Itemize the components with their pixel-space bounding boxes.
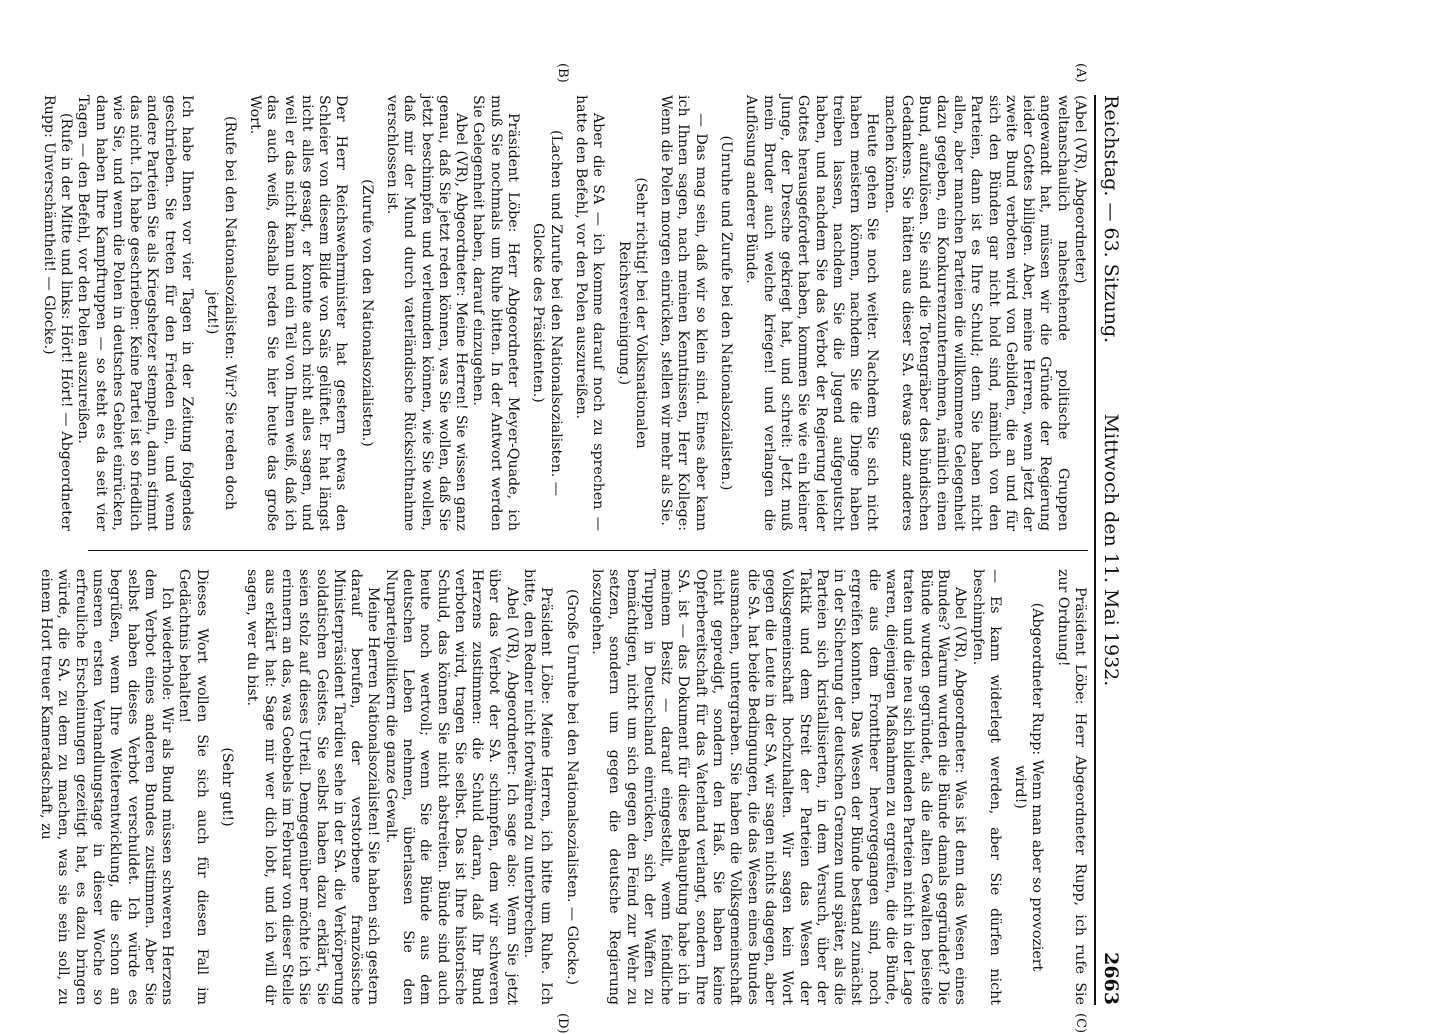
interjection: (Rufe bei den Nationalsozialisten: Wir? Sie reden doch jetzt!) <box>204 115 238 511</box>
rotated-page-content <box>38 63 1130 1034</box>
speaker-note: (Abel (VR), Abgeordneter) <box>1072 95 1088 284</box>
margin-mark-d: (D) <box>555 1013 570 1034</box>
margin-mark-b: (B) <box>555 63 570 83</box>
digitization-note <box>1416 40 1430 800</box>
margin-mark-a: (A) <box>1073 63 1088 83</box>
interjection: (Große Unruhe bei den Nationalsozialisten. — Glocke.) <box>563 588 580 986</box>
interjection: (Sehr richtig! bei der Volksnationalen Reichsvereinigung.) <box>615 177 649 449</box>
paragraph: — Es kann widerlegt werden, aber Sie dürfen nicht beschimpfen. <box>969 569 1003 1005</box>
interjection: (Zurufe von den Nationalsozialisten.) <box>358 179 375 447</box>
paragraph: Ich habe Ihnen vor vier Tagen in der Zeitung folgendes geschrieben. Sie treten für den Frieden ein, und wenn andere Parteien Sie als Kriegshetzer stempeln, dann stimmt das nicht. Ich habe geschrieben: Keine Partei ist so friedlich wie Sie, und wenn die Polen in deutsches Gebiet einrücken, dann haben Ihre Kampftruppen — so steht es da seit vier Tagen — den Befehl, vor den Polen auszureißen. <box>75 95 196 531</box>
interjection: (Unruhe und Zurufe bei den Nationalsozialisten.) <box>718 135 735 491</box>
interjection: (Abgeordneter Rupp: Wenn man aber so provoziert wird!) <box>1012 602 1046 972</box>
paragraph: Dieses Wort wollen Sie sich auch für diesen Fall im Gedächtnis behalten! <box>176 569 210 1005</box>
paragraph: Abel (VR), Abgeordneter: Meine Herren! Sie wissen ganz genau, daß Sie jetzt reden können, was Sie wollen, daß Sie jetzt beschimpfen und verleumden können, wie Sie wollen, daß mir der Mund durch vaterländische Rücksichtnahme verschlossen ist. <box>384 95 470 531</box>
page-number: 2663 <box>1100 952 1122 1005</box>
paragraph: Aber die SA — ich komme darauf noch zu sprechen — hatte den Befehl, vor den Polen auszureißen. <box>572 95 607 531</box>
interjection: (Sehr gut!) <box>219 747 236 827</box>
paragraph: — Das mag sein, daß wir so klein sind. Eines aber kann ich Ihnen sagen, nach meinen Kenntnissen, Herr Kollege: Wenn die Polen morgen einrücken, stellen wir mehr als Sie. <box>658 95 709 531</box>
paragraph: Abel (VR), Abgeordneter: Ich sage also: Wenn Sie jetzt über das Verbot der SA. schimpfen, dem wir schweren Herzens zustimmen: die Schuld daran, daß Ihr Bund verboten wird, tragen Sie selbst. Das ist Ihre historische Schuld, das können Sie nicht abstreiten. Bünde sind auch heute noch wertvoll; wenn Sie die Bünde aus dem deutschen Leben nehmen, überlassen Sie den Nurparteipolitikern die ganze Gewalt. <box>382 569 520 1005</box>
paragraph: Heute gehen Sie noch weiter. Nachdem Sie sich nicht haben meistern können, nachdem Sie die Dinge haben treiben lassen, nachdem Sie die Jugend aufgeputscht haben, und nachdem Sie das Verbot der Regierung leider Gottes herausgefordert haben, kommen Sie wie ein kleiner Junge, der Dresche gekriegt hat, und schreit: Jetzt muß mein Bruder auch welche kriegen! und verlangen die Auflösung anderer Bünde. <box>743 95 881 531</box>
paragraph: Abel (VR), Abgeordneter: Was ist denn das Wesen eines Bundes? Warum wurden die Bünde damals gegründet? Die Bünde wurden gegründet, als die alten Gewalten beiseite traten und die neu sich bildenden Parteien nicht in der Lage waren, diejenigen Maßnahmen zu ergreifen, die die Bünde, die aus dem Fronttheer hervorgegangen sind, noch ergreifen konnten. Das Wesen der Bünde bestand zunächst in der Sicherung der deutschen Grenzen und später, als die Parteien sich kristallisierten, in dem Versuch, über der Taktik und dem Streit der Parteien das Wesen der Volksgemeinschaft hochzuhalten. Wir sagen kein Wort gegen die Leute in der SA, wir sagen nichts dagegen, aber die SA. hat beide Bedingungen, die das Wesen eines Bundes ausmachen, untergraben. Sie haben die Volksgemeinschaft nicht gepredigt, sondern den Haß. Sie haben keine Opferbereitschaft für das Vaterland verlangt, sondern Ihre SA. ist — das Dokument für diese Behauptung habe ich in meinem Besitz — darauf eingestellt, wenn feindliche Truppen in Deutschland einrücken, sich der Waffen zu bemächtigen, nicht um sich gegen den Feind zur Wehr zu setzen, sondern um gegen die deutsche Regierung loszugehen. <box>588 569 969 1005</box>
interjection: (Lachen und Zurufe bei den Nationalsozialisten. — Glocke des Präsidenten.) <box>530 129 564 496</box>
paragraph: Ich wiederhole: Wir als Bund müssen schweren Herzens dem Verbot eines anderen Bundes zustimmen. Aber Sie selbst haben dieses Verbot verschuldet. Ich würde es begrüßen, wenn Ihre Weiterentwicklung, die schon an unseren ersten Verhandlungstage in dieser Woche so erfreuliche Erscheinungen gezeitigt hat, es dazu bringen würde, die SA. zu dem zu machen, was sie sein soll, zu einem Hort treuer Kameradschaft, zu <box>38 569 176 1005</box>
left-column <box>39 95 1088 531</box>
column-divider <box>88 550 1088 551</box>
paragraph: weltanschaulich nahestehende politische Gruppen angewandt hat, müssen wir die Gründe der Regierung leider Gottes billigen. Aber, meine Herren, wenn jetzt der zweite Bund verboten wird von Gebilden, die an und für sich den Bünden gar nicht hold sind, nämlich von den Parteien, dann ist es Ihre Schuld; denn Sie haben nicht allen, aber manchen Parteien die willkommene Gelegenheit dazu gegeben, ein Konkurrenzunternehmen, nämlich einen Bund, aufzulösen. Sie sind die Totengräber des bündischen Gedankens. Sie hätten aus dieser SA. etwas ganz anderes machen können. <box>881 95 1071 531</box>
paragraph: Meine Herren Nationalsozialisten! Sie haben sich gestern darauf berufen, der verstorbene französische Ministerpräsident Tardieu sehe in der SA. die Verkörperung soldatischen Geistes. Sie selbst haben dazu erklärt, Sie seien stolz auf dieses Urteil. Demgegenüber möchte ich Sie erinnern an das, was Goebbels im Februar von dieser Stelle aus erklärt hat: Sage mir wer dich lobt, und ich will dir sagen, wer du bist. <box>244 569 382 1005</box>
interjection: (Rufe in der Mitte und links: Hört! Hört! — Abgeordneter Rupp: Unverschämtheit! — Glocke.) <box>40 95 74 531</box>
president-remark: Präsident Löbe: Herr Abgeordneter Meyer-Quade, ich muß Sie nochmals um Ruhe bitten. In der Antwort werden Sie Gelegenheit haben, darauf einzugehen. <box>470 95 522 531</box>
president-remark: Präsident Löbe: Meine Herren, ich bitte um Ruhe. Ich bitte, den Redner nicht fortwährend zu unterbrechen. <box>521 569 555 1005</box>
paragraph: Der Herr Reichswehrminister hat gestern etwas den Schleier von diesem Bilde von Saïs gelüftet. Er hat längst nicht alles gesagt, er konnte auch nicht alles sagen, und weil er das nicht kann und ein Teil von Ihnen weiß, daß ich das auch weiß, deshalb reden Sie hier heute das große Wort. <box>246 95 350 531</box>
right-column <box>37 569 1088 1005</box>
header-date: Mittwoch den 11. Mai 1932. <box>1100 413 1122 687</box>
margin-mark-c: (C) <box>1073 1013 1088 1034</box>
president-remark: Präsident Löbe: Herr Abgeordneter Rupp, ich rufe Sie zur Ordnung! <box>1054 569 1088 1005</box>
header-rule <box>1094 95 1096 1005</box>
page-header <box>1100 95 1130 1005</box>
header-left: Reichstag. — 63. Sitzung. <box>1100 95 1122 344</box>
